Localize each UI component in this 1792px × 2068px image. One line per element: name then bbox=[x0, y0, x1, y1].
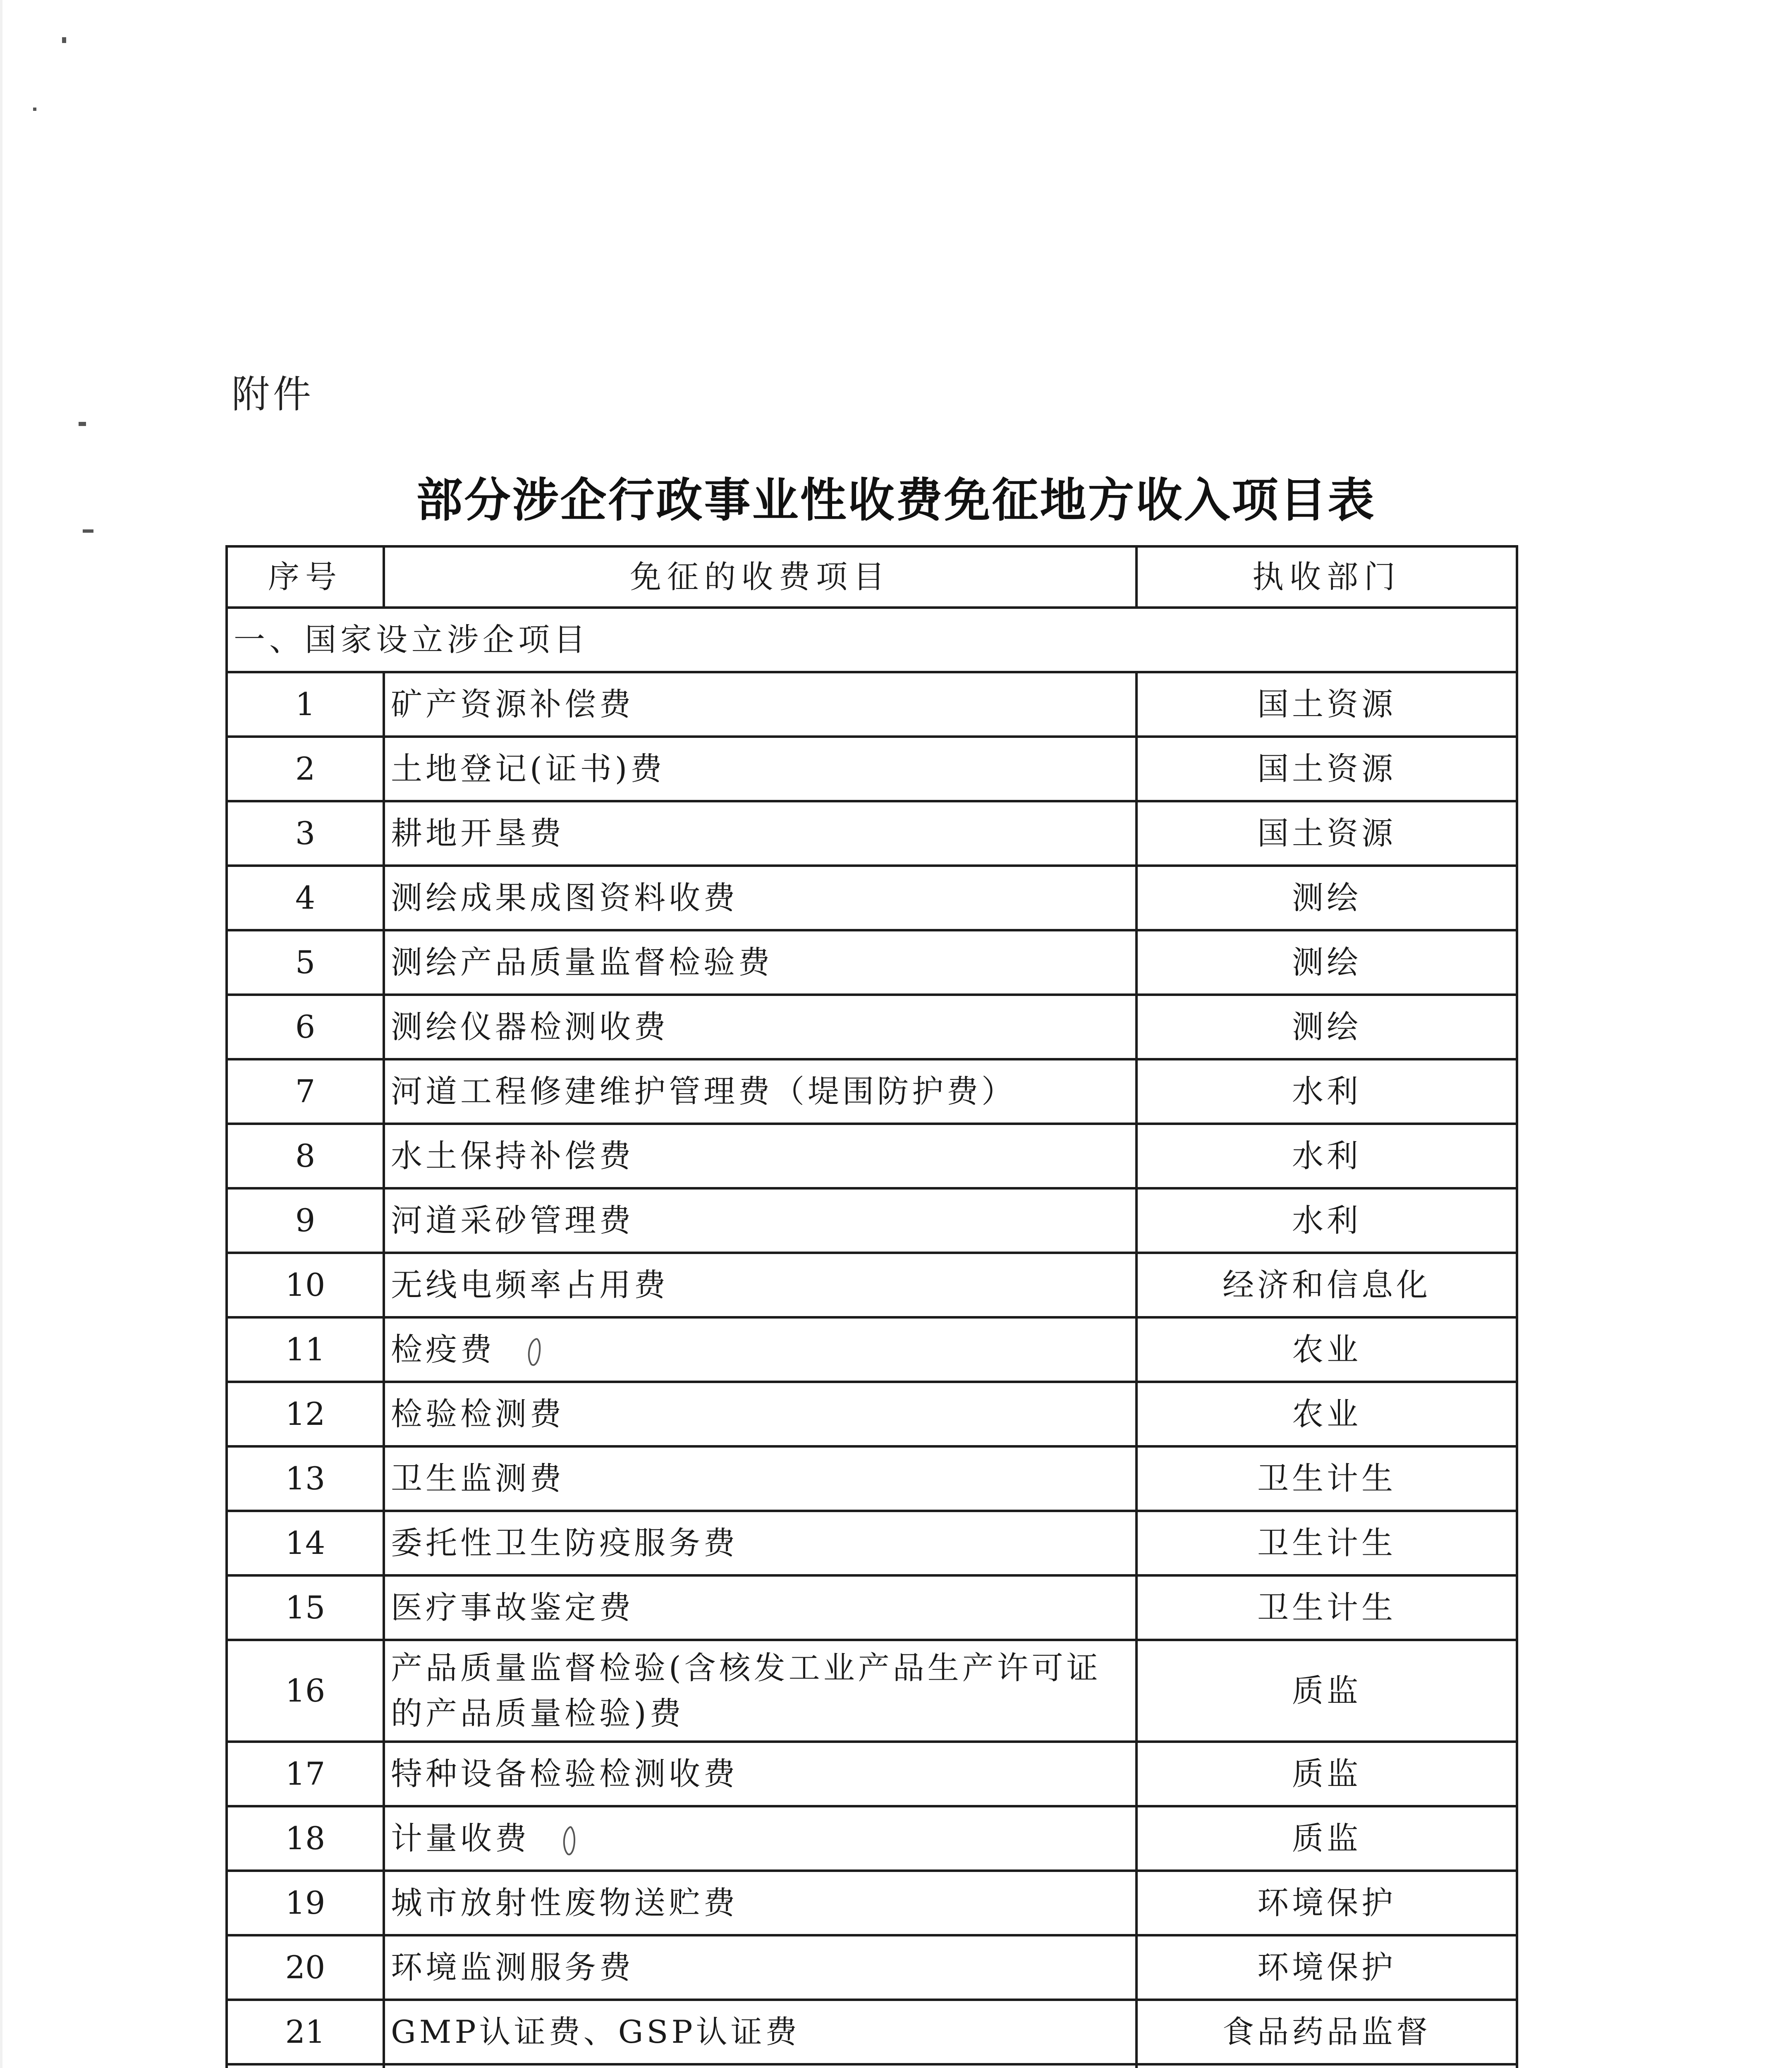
table-row bbox=[227, 1742, 1517, 1806]
row-dept: 水利 bbox=[1136, 1059, 1517, 1124]
row-item: 河道工程修建维护管理费（堤围防护费） bbox=[384, 1059, 1136, 1124]
row-seq: 5 bbox=[227, 930, 384, 995]
row-seq: 13 bbox=[227, 1446, 384, 1511]
row-item-with-mark bbox=[384, 1317, 1136, 1382]
row-item: 特种设备检验检测收费 bbox=[384, 1742, 1136, 1806]
table-header-row bbox=[227, 546, 1517, 608]
row-dept: 环境保护 bbox=[1136, 1871, 1517, 1935]
row-dept: 质监 bbox=[1136, 1640, 1517, 1742]
table-row bbox=[227, 1511, 1517, 1575]
scan-speck bbox=[62, 37, 66, 43]
row-item-text: 检疫费 bbox=[391, 1331, 495, 1368]
row-dept: 水利 bbox=[1136, 1188, 1517, 1253]
row-seq: 8 bbox=[227, 1124, 384, 1188]
row-seq: 11 bbox=[227, 1317, 384, 1382]
row-seq: 3 bbox=[227, 801, 384, 866]
table-row bbox=[227, 801, 1517, 866]
row-item: 水土保持补偿费 bbox=[384, 1124, 1136, 1188]
handwritten-circle-mark bbox=[524, 1336, 545, 1369]
table-row bbox=[227, 1935, 1517, 2000]
row-item: 环境监测服务费 bbox=[384, 1935, 1136, 2000]
row-item-with-mark bbox=[384, 1806, 1136, 1871]
row-seq: 6 bbox=[227, 995, 384, 1059]
header-item: 免征的收费项目 bbox=[384, 546, 1136, 608]
row-seq: 4 bbox=[227, 866, 384, 930]
row-item: 卫生监测费 bbox=[384, 1446, 1136, 1511]
row-dept: 经济和信息化 bbox=[1136, 1253, 1517, 1317]
row-seq: 9 bbox=[227, 1188, 384, 1253]
row-item: 无线电频率占用费 bbox=[384, 1253, 1136, 1317]
row-item: 耕地开垦费 bbox=[384, 801, 1136, 866]
table-row bbox=[227, 2000, 1517, 2064]
row-dept: 农业 bbox=[1136, 1382, 1517, 1446]
row-item: GMP认证费、GSP认证费 bbox=[384, 2000, 1136, 2064]
row-item: 医疗事故鉴定费 bbox=[384, 1575, 1136, 1640]
row-seq: 17 bbox=[227, 1742, 384, 1806]
row-dept: 水利 bbox=[1136, 1124, 1517, 1188]
table-row bbox=[227, 672, 1517, 737]
row-dept: 食品药品监督 bbox=[1136, 2000, 1517, 2064]
row-dept bbox=[1136, 2064, 1517, 2068]
header-dept: 执收部门 bbox=[1136, 546, 1517, 608]
row-seq: 16 bbox=[227, 1640, 384, 1742]
table-row bbox=[227, 737, 1517, 801]
row-item: 委托性卫生防疫服务费 bbox=[384, 1511, 1136, 1575]
section-title: 一、国家设立涉企项目 bbox=[227, 608, 1517, 672]
row-seq bbox=[227, 2064, 384, 2068]
table-row bbox=[227, 1382, 1517, 1446]
row-seq: 21 bbox=[227, 2000, 384, 2064]
table-row bbox=[227, 1575, 1517, 1640]
row-seq: 10 bbox=[227, 1253, 384, 1317]
row-seq: 12 bbox=[227, 1382, 384, 1446]
table-row bbox=[227, 1059, 1517, 1124]
table-row bbox=[227, 1871, 1517, 1935]
row-seq: 2 bbox=[227, 737, 384, 801]
row-item: 测绘产品质量监督检验费 bbox=[384, 930, 1136, 995]
row-seq: 1 bbox=[227, 672, 384, 737]
row-item bbox=[384, 2064, 1136, 2068]
row-dept: 卫生计生 bbox=[1136, 1446, 1517, 1511]
row-dept: 国土资源 bbox=[1136, 801, 1517, 866]
table-row bbox=[227, 2064, 1517, 2068]
row-dept: 测绘 bbox=[1136, 995, 1517, 1059]
row-dept: 国土资源 bbox=[1136, 672, 1517, 737]
scan-speck bbox=[79, 422, 86, 426]
row-dept: 质监 bbox=[1136, 1742, 1517, 1806]
row-seq: 19 bbox=[227, 1871, 384, 1935]
row-item: 矿产资源补偿费 bbox=[384, 672, 1136, 737]
attachment-label: 附件 bbox=[232, 372, 315, 416]
row-item: 测绘仪器检测收费 bbox=[384, 995, 1136, 1059]
table-row bbox=[227, 1124, 1517, 1188]
row-seq: 7 bbox=[227, 1059, 384, 1124]
row-item: 检验检测费 bbox=[384, 1382, 1136, 1446]
scan-speck bbox=[33, 108, 36, 111]
table-row bbox=[227, 1317, 1517, 1382]
row-dept: 质监 bbox=[1136, 1806, 1517, 1871]
row-seq: 15 bbox=[227, 1575, 384, 1640]
row-item: 测绘成果成图资料收费 bbox=[384, 866, 1136, 930]
table-row bbox=[227, 1446, 1517, 1511]
handwritten-circle-mark bbox=[559, 1824, 579, 1857]
row-dept: 环境保护 bbox=[1136, 1935, 1517, 2000]
row-dept: 国土资源 bbox=[1136, 737, 1517, 801]
fee-exemption-table bbox=[225, 545, 1518, 2068]
table-row bbox=[227, 1640, 1517, 1742]
table-row bbox=[227, 995, 1517, 1059]
table-row bbox=[227, 866, 1517, 930]
row-item: 产品质量监督检验(含核发工业产品生产许可证的产品质量检验)费 bbox=[384, 1640, 1136, 1742]
table-row bbox=[227, 1253, 1517, 1317]
row-seq: 14 bbox=[227, 1511, 384, 1575]
row-item: 河道采砂管理费 bbox=[384, 1188, 1136, 1253]
row-seq: 18 bbox=[227, 1806, 384, 1871]
scan-speck bbox=[83, 529, 93, 533]
table-row bbox=[227, 1806, 1517, 1871]
row-dept: 卫生计生 bbox=[1136, 1575, 1517, 1640]
table-row bbox=[227, 1188, 1517, 1253]
row-dept: 测绘 bbox=[1136, 930, 1517, 995]
row-item: 城市放射性废物送贮费 bbox=[384, 1871, 1136, 1935]
document-title: 部分涉企行政事业性收费免征地方收入项目表 bbox=[416, 474, 1376, 527]
section-row bbox=[227, 608, 1517, 672]
row-dept: 测绘 bbox=[1136, 866, 1517, 930]
row-dept: 农业 bbox=[1136, 1317, 1517, 1382]
table-row bbox=[227, 930, 1517, 995]
header-seq: 序号 bbox=[227, 546, 384, 608]
row-item: 土地登记(证书)费 bbox=[384, 737, 1136, 801]
row-item-text: 计量收费 bbox=[391, 1819, 530, 1857]
row-dept: 卫生计生 bbox=[1136, 1511, 1517, 1575]
row-seq: 20 bbox=[227, 1935, 384, 2000]
